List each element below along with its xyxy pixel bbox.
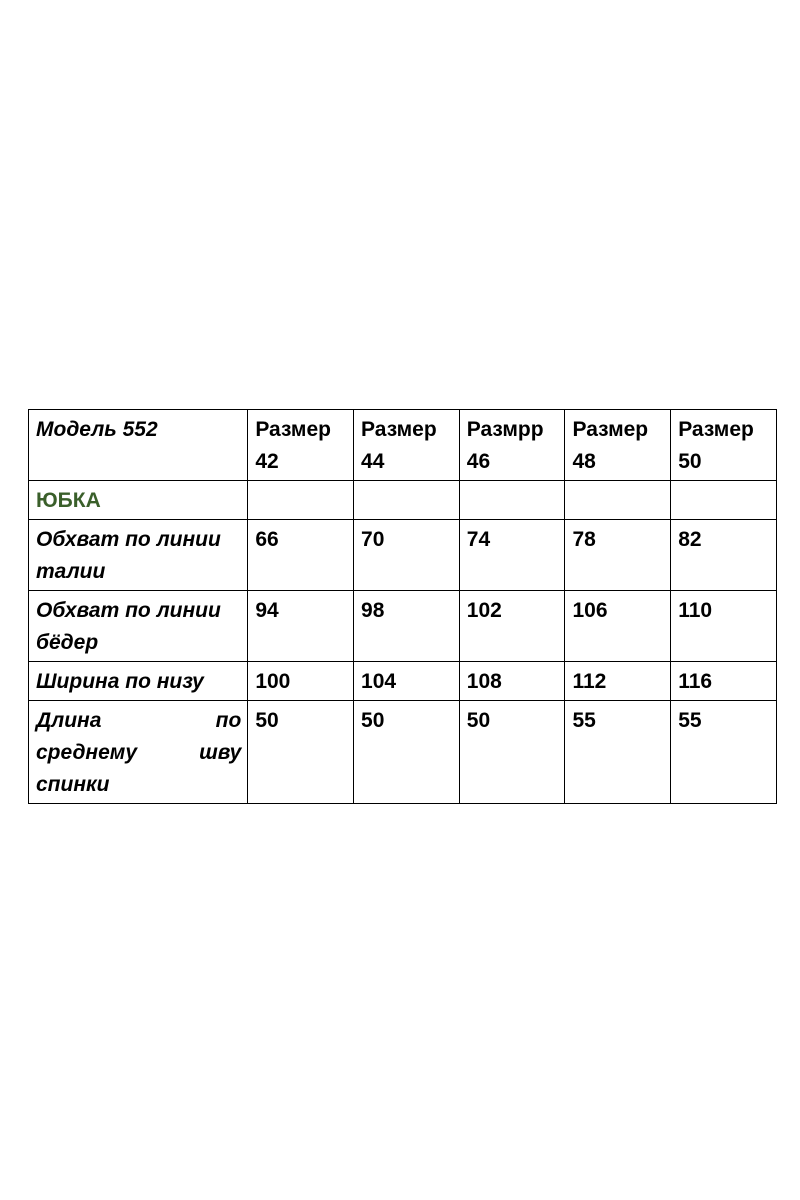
size-header-number: 44 (361, 450, 385, 473)
size-header-word: Размер (255, 418, 331, 441)
size-header-number: 42 (255, 450, 279, 473)
empty-cell (354, 481, 460, 520)
value-cell: 108 (459, 662, 565, 701)
value-cell: 50 (459, 701, 565, 804)
measurement-label-cell (29, 591, 248, 662)
model-name: Модель 552 (36, 418, 158, 441)
value-cell: 112 (565, 662, 671, 701)
section-row (29, 481, 777, 520)
measurement-label-line: среднему шву (36, 741, 242, 764)
value-cell: 74 (459, 520, 565, 591)
size-header-cell (354, 410, 460, 481)
measurement-label-cell (29, 662, 248, 701)
empty-cell (565, 481, 671, 520)
empty-cell (671, 481, 777, 520)
size-header-number: 50 (678, 450, 702, 473)
size-header-word: Размер (572, 418, 649, 441)
value-cell: 116 (671, 662, 777, 701)
value-cell: 50 (354, 701, 460, 804)
measurement-label-line: спинки (36, 773, 110, 796)
section-title: ЮБКА (36, 489, 101, 512)
size-header-number: 48 (572, 450, 596, 473)
value-cell: 55 (671, 701, 777, 804)
table-row-hips (29, 591, 777, 662)
table-header-row (29, 410, 777, 481)
size-header-cell (459, 410, 565, 481)
value-cell: 98 (354, 591, 460, 662)
table-row-back-length (29, 701, 777, 804)
measurement-label-line: Обхват по линии (36, 599, 221, 622)
size-header-number: 46 (466, 450, 491, 473)
value-cell: 70 (354, 520, 460, 591)
value-cell: 110 (671, 591, 777, 662)
value-cell: 100 (248, 662, 354, 701)
size-header-cell (565, 410, 671, 481)
value-cell: 94 (248, 591, 354, 662)
measurement-label-line: Длина по (36, 709, 242, 732)
measurement-label-line: Ширина по низу (36, 670, 204, 693)
value-cell: 104 (354, 662, 460, 701)
empty-cell (248, 481, 354, 520)
size-header-cell (671, 410, 777, 481)
section-title-cell (29, 481, 248, 520)
size-header-cell (248, 410, 354, 481)
measurement-label-line: талии (36, 560, 106, 583)
value-cell: 50 (248, 701, 354, 804)
value-cell: 106 (565, 591, 671, 662)
empty-cell (459, 481, 565, 520)
size-header-word: Размрр (466, 418, 544, 441)
table-row-hem-width (29, 662, 777, 701)
model-name-cell (29, 410, 248, 481)
measurement-label-line: бёдер (36, 631, 99, 654)
value-cell: 66 (248, 520, 354, 591)
measurement-label-line: Обхват по линии (36, 528, 221, 551)
table-row-waist (29, 520, 777, 591)
size-header-word: Размер (361, 418, 437, 441)
size-chart-table (28, 409, 777, 804)
value-cell: 102 (459, 591, 565, 662)
value-cell: 55 (565, 701, 671, 804)
value-cell: 82 (671, 520, 777, 591)
value-cell: 78 (565, 520, 671, 591)
measurement-label-cell (29, 520, 248, 591)
size-header-word: Размер (678, 418, 754, 441)
measurement-label-cell (29, 701, 248, 804)
